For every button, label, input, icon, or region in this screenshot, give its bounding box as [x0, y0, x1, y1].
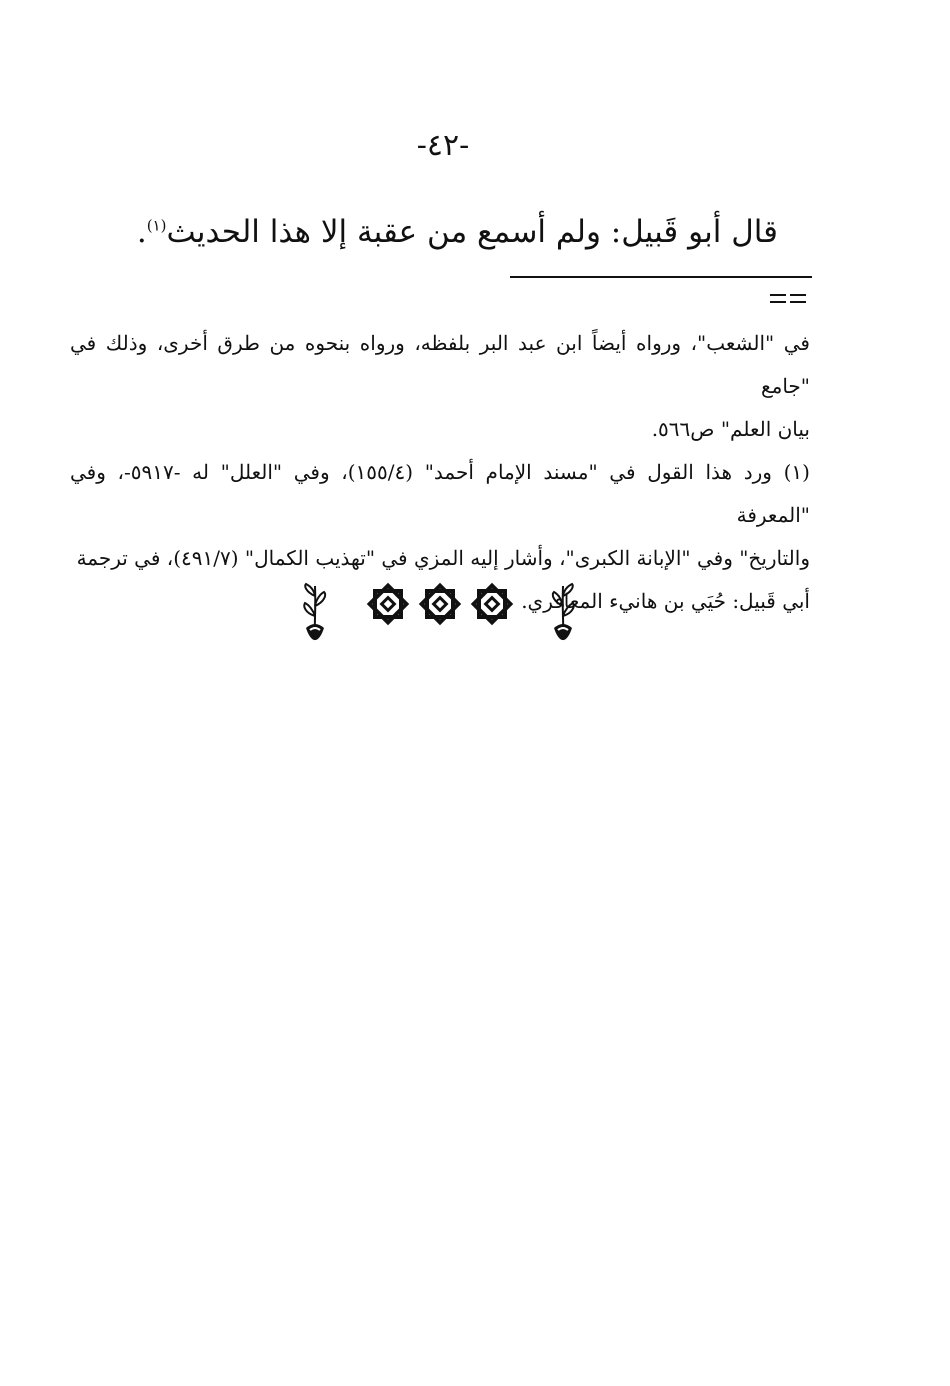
star-knot-icon [366, 582, 410, 626]
main-text-end: . [136, 214, 147, 250]
page-number: -٤٢- [416, 128, 470, 163]
main-text-line: قال أبو قَبيل: ولم أسمع من عقبة إلا هذا الحديث [166, 214, 778, 250]
star-knot-icon [470, 582, 514, 626]
footnote-reference: (١) [146, 216, 167, 235]
footnote-continued-line: بيان العلم" ص٥٦٦. [651, 417, 810, 441]
footnote-line: والتاريخ" وفي "الإبانة الكبرى"، وأشار إليه المزي في "تهذيب الكمال" (٤٩١/٧)، في ترجمة [76, 546, 810, 570]
end-ornament [300, 582, 580, 646]
floral-sprig-icon [300, 582, 330, 642]
footnote-line: أبي قَبيل: حُيَي بن هانيء المعافري. [521, 589, 810, 613]
footnote-line: (١) ورد هذا القول في "مسند الإمام أحمد" (١٥٥/٤)، وفي "العلل" له -٥٩١٧-، وفي "المعرفة [70, 460, 810, 527]
continuation-mark [766, 288, 810, 308]
floral-sprig-icon [548, 582, 578, 642]
main-text [120, 206, 778, 258]
continuation-mark-glyph [790, 294, 806, 303]
footnote-continued-line: في "الشعب"، ورواه أيضاً ابن عبد البر بلفظه، ورواه بنحوه من طرق أخرى، وذلك في "جامع [70, 331, 810, 398]
footnote-separator [510, 276, 812, 278]
footnotes [70, 322, 810, 623]
continuation-mark-glyph [770, 294, 786, 303]
star-knot-icon [418, 582, 462, 626]
